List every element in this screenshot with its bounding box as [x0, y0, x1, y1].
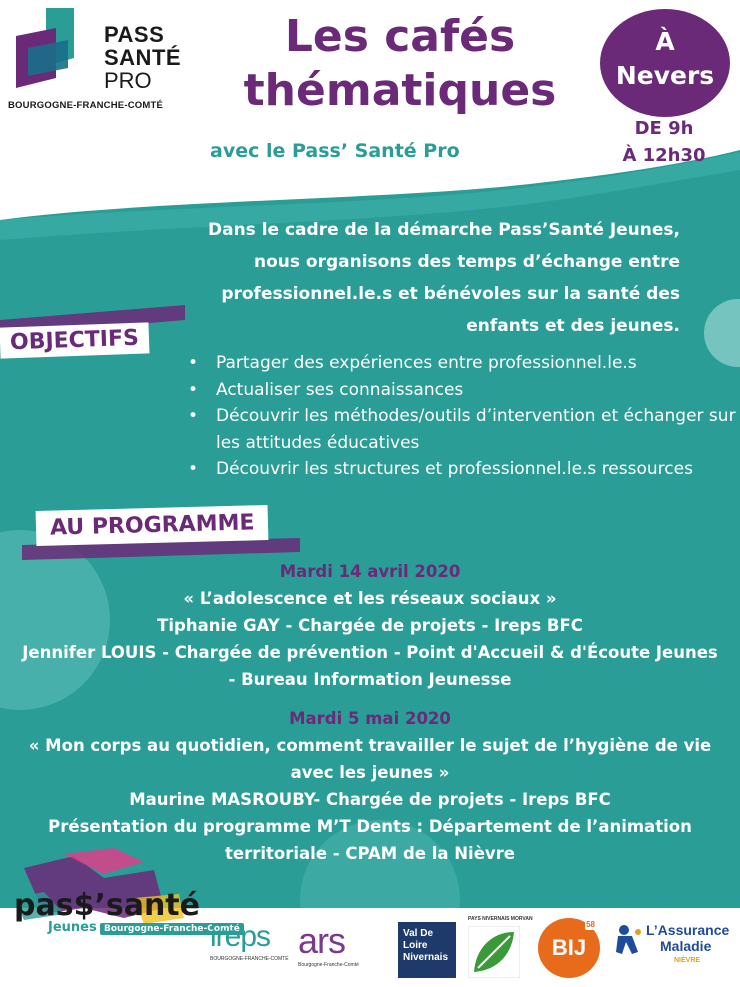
- poster-subtitle: avec le Pass’ Santé Pro: [210, 140, 460, 162]
- ireps-wordmark: ireps: [210, 920, 271, 953]
- leaf-icon: [468, 926, 520, 978]
- pass-sante-jeunes-logo: [4, 848, 240, 978]
- pass-sante-jeunes-wordmark: pas$’santé: [14, 888, 200, 923]
- time-start: DE 9h: [634, 118, 694, 139]
- session-2-speaker: Maurine MASROUBY- Chargée de projets - Ireps BFC: [129, 790, 611, 809]
- ars-region: Bourgogne-Franche-Comté: [298, 962, 359, 968]
- intro-line: nous organisons des temps d’échange entre: [253, 252, 680, 272]
- programme-details: [0, 558, 740, 867]
- location-badge-prefix: À: [655, 27, 675, 56]
- logo-region: BOURGOGNE-FRANCHE-COMTÉ: [8, 100, 164, 111]
- title-line-1: Les cafés: [284, 11, 516, 62]
- assurance-line-1: L’Assurance: [646, 922, 730, 938]
- assurance-maladie-figure-icon: [612, 922, 646, 956]
- intro-line: professionnel.le.s et bénévoles sur la santé des: [221, 284, 680, 304]
- session-1-date: Mardi 14 avril 2020: [279, 562, 461, 581]
- logo-line-pass: PASS: [104, 22, 165, 47]
- objectifs-heading: OBJECTIFS: [0, 322, 149, 358]
- pass-sante-pro-mark-icon: [8, 8, 98, 98]
- logo-line-pro: PRO: [104, 68, 152, 93]
- list-item: • Actualiser ses connaissances: [188, 377, 738, 404]
- intro-line: enfants et des jeunes.: [466, 316, 680, 336]
- pass-sante-jeunes-sub: Jeunes: [48, 920, 97, 935]
- intro-line: Dans le cadre de la démarche Pass’Santé Jeunes,: [207, 220, 680, 240]
- morvan-label: PAYS NIVERNAIS MORVAN: [468, 916, 533, 922]
- bij-department: 58: [586, 920, 595, 929]
- location-badge-city: Nevers: [615, 61, 715, 90]
- session-2-date: Mardi 5 mai 2020: [289, 709, 451, 728]
- session-2-speaker: territoriale - CPAM de la Nièvre: [225, 844, 515, 863]
- spacer: [0, 693, 740, 705]
- list-item: • Découvrir les structures et professionnel.le.s ressources: [188, 456, 738, 483]
- poster-title: [200, 10, 600, 118]
- session-2-topic: avec les jeunes »: [290, 763, 450, 782]
- bij-wordmark: BIJ: [551, 935, 587, 960]
- location-badge: [600, 9, 730, 117]
- session-1-topic: « L’adolescence et les réseaux sociaux »: [183, 589, 557, 608]
- session-2-topic: « Mon corps au quotidien, comment travailler le sujet de l’hygiène de vie: [28, 736, 712, 755]
- title-line-2: thématiques: [243, 65, 557, 116]
- assurance-line-2: Maladie: [660, 938, 712, 954]
- objectifs-list: [188, 350, 738, 483]
- list-item: • Découvrir les méthodes/outils d’intervention et échanger sur les attitudes éducatives: [188, 403, 738, 456]
- pass-sante-jeunes-region: Bourgogne-Franche-Comté: [100, 923, 244, 935]
- ars-logo: [298, 920, 390, 968]
- intro-paragraph: [150, 214, 680, 342]
- bij-logo: [538, 918, 600, 978]
- programme-heading: AU PROGRAMME: [36, 505, 269, 546]
- ireps-region: BOURGOGNE-FRANCHE-COMTÉ: [210, 956, 289, 962]
- time-range: [608, 115, 720, 169]
- list-item: • Partager des expériences entre professionnel.le.s: [188, 350, 738, 377]
- session-1-speaker: Tiphanie GAY - Chargée de projets - Ireps BFC: [157, 616, 583, 635]
- pays-nivernais-morvan-logo: [468, 916, 532, 983]
- time-end: À 12h30: [622, 145, 706, 166]
- logo-line-sante: SANTÉ: [104, 45, 182, 70]
- ireps-logo: [210, 920, 292, 962]
- val-de-loire-logo: Val De Loire Nivernais: [398, 922, 456, 978]
- session-2-speaker: Présentation du programme M’T Dents : Département de l’animation: [48, 817, 692, 836]
- pass-sante-pro-logo: [8, 8, 188, 114]
- session-1-speaker: - Bureau Information Jeunesse: [228, 670, 512, 689]
- assurance-maladie-logo: [612, 922, 734, 964]
- assurance-line-3: NIÈVRE: [674, 957, 701, 964]
- session-1-speaker: Jennifer LOUIS - Chargée de prévention - Point d'Accueil & d'Écoute Jeunes: [22, 643, 718, 662]
- ars-wordmark: ars: [298, 920, 346, 961]
